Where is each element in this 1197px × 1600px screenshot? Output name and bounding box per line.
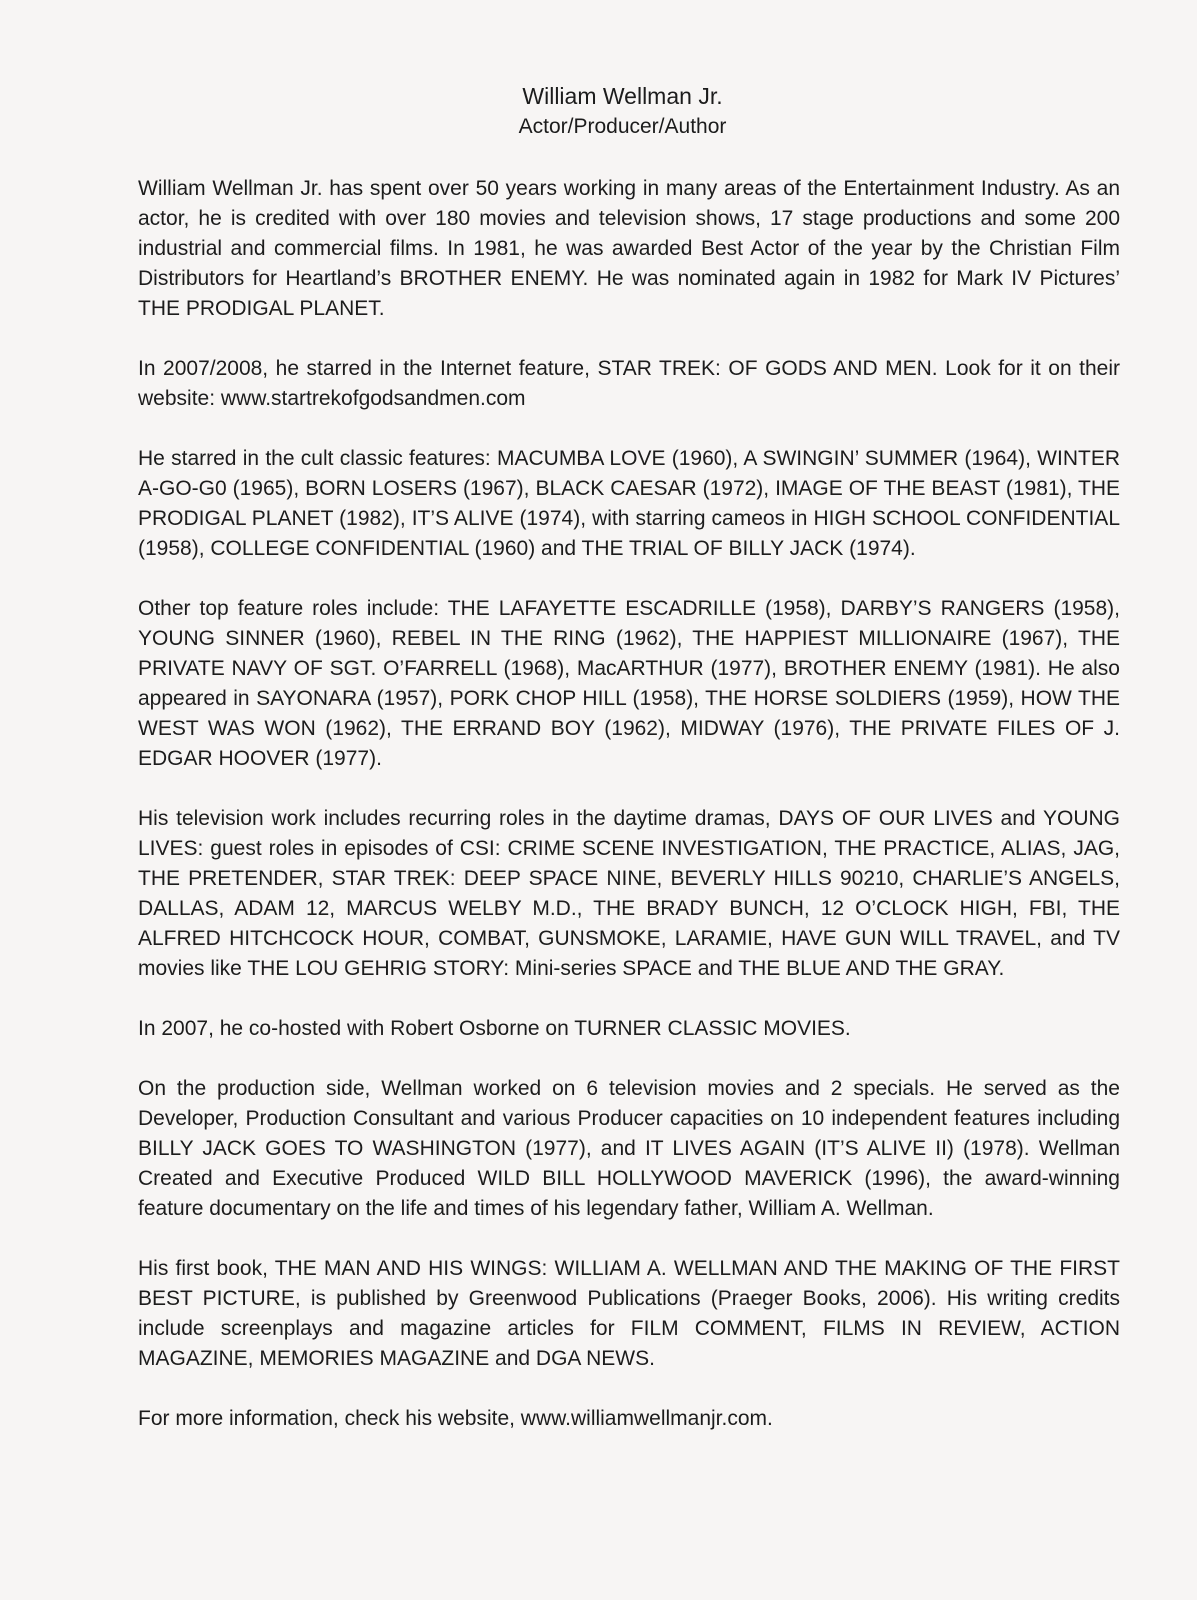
paragraph-production: On the production side, Wellman worked on 6 television movies and 2 specials. He served as the Developer, Production Consultant and various Producer capacities on 10 independent features including BILLY JACK GOES TO WASHINGTON (1977), and IT LIVES AGAIN (IT’S ALIVE II) (1978). Wellman Created and Executive Produced WILD BILL HOLLYWOOD MAVERICK (1996), the award-winning feature documentary on the life and times of his legendary father, William A. Wellman. — [138, 1077, 1120, 1220]
person-role: Actor/Producer/Author — [518, 115, 727, 138]
paragraph-book: His first book, THE MAN AND HIS WINGS: WILLIAM A. WELLMAN AND THE MAKING OF THE FIRST BEST PICTURE, is published by Greenwood Publications (Praeger Books, 2006). His writing credits include screenplays and magazine articles for FILM COMMENT, FILMS IN REVIEW, ACTION MAGAZINE, MEMORIES MAGAZINE and DGA NEWS. — [138, 1257, 1120, 1370]
biography-body — [138, 174, 1120, 1434]
paragraph-website: For more information, check his website, www.williamwellmanjr.com. — [138, 1407, 773, 1430]
person-name: William Wellman Jr. — [522, 83, 723, 109]
paragraph-career-overview: William Wellman Jr. has spent over 50 years working in many areas of the Entertainment Industry. As an actor, he is credited with over 180 movies and television shows, 17 stage productions and some 200 industrial and commercial films. In 1981, he was awarded Best Actor of the year by the Christian Film Distributors for Heartland’s BROTHER ENEMY. He was nominated again in 1982 for Mark IV Pictures’ THE PRODIGAL PLANET. — [138, 177, 1120, 320]
paragraph-cohost: In 2007, he co-hosted with Robert Osborne on TURNER CLASSIC MOVIES. — [138, 1017, 851, 1040]
paragraph-feature-roles: Other top feature roles include: THE LAFAYETTE ESCADRILLE (1958), DARBY’S RANGERS (1958), YOUNG SINNER (1960), REBEL IN THE RING (1962), THE HAPPIEST MILLIONAIRE (1967), THE PRIVATE NAVY OF SGT. O’FARRELL (1968), MacARTHUR (1977), BROTHER ENEMY (1981). He also appeared in SAYONARA (1957), PORK CHOP HILL (1958), THE HORSE SOLDIERS (1959), HOW THE WEST WAS WON (1962), THE ERRAND BOY (1962), MIDWAY (1976), THE PRIVATE FILES OF J. EDGAR HOOVER (1977). — [138, 597, 1120, 770]
paragraph-star-trek: In 2007/2008, he starred in the Internet feature, STAR TREK: OF GODS AND MEN. Look for it on their website: www.startrekofgodsandmen.com — [138, 357, 1120, 410]
paragraph-television: His television work includes recurring roles in the daytime dramas, DAYS OF OUR LIVES and YOUNG LIVES: guest roles in episodes of CSI: CRIME SCENE INVESTIGATION, THE PRACTICE, ALIAS, JAG, THE PRETENDER, STAR TREK: DEEP SPACE NINE, BEVERLY HILLS 90210, CHARLIE’S ANGELS, DALLAS, ADAM 12, MARCUS WELBY M.D., THE BRADY BUNCH, 12 O’CLOCK HIGH, FBI, THE ALFRED HITCHCOCK HOUR, COMBAT, GUNSMOKE, LARAMIE, HAVE GUN WILL TRAVEL, and TV movies like THE LOU GEHRIG STORY: Mini-series SPACE and THE BLUE AND THE GRAY. — [138, 807, 1120, 980]
document-header — [0, 80, 1197, 142]
paragraph-cult-features: He starred in the cult classic features: MACUMBA LOVE (1960), A SWINGIN’ SUMMER (1964), WINTER A-GO-G0 (1965), BORN LOSERS (1967), BLACK CAESAR (1972), IMAGE OF THE BEAST (1981), THE PRODIGAL PLANET (1982), IT’S ALIVE (1974), with starring cameos in HIGH SCHOOL CONFIDENTIAL (1958), COLLEGE CONFIDENTIAL (1960) and THE TRIAL OF BILLY JACK (1974). — [138, 447, 1120, 560]
